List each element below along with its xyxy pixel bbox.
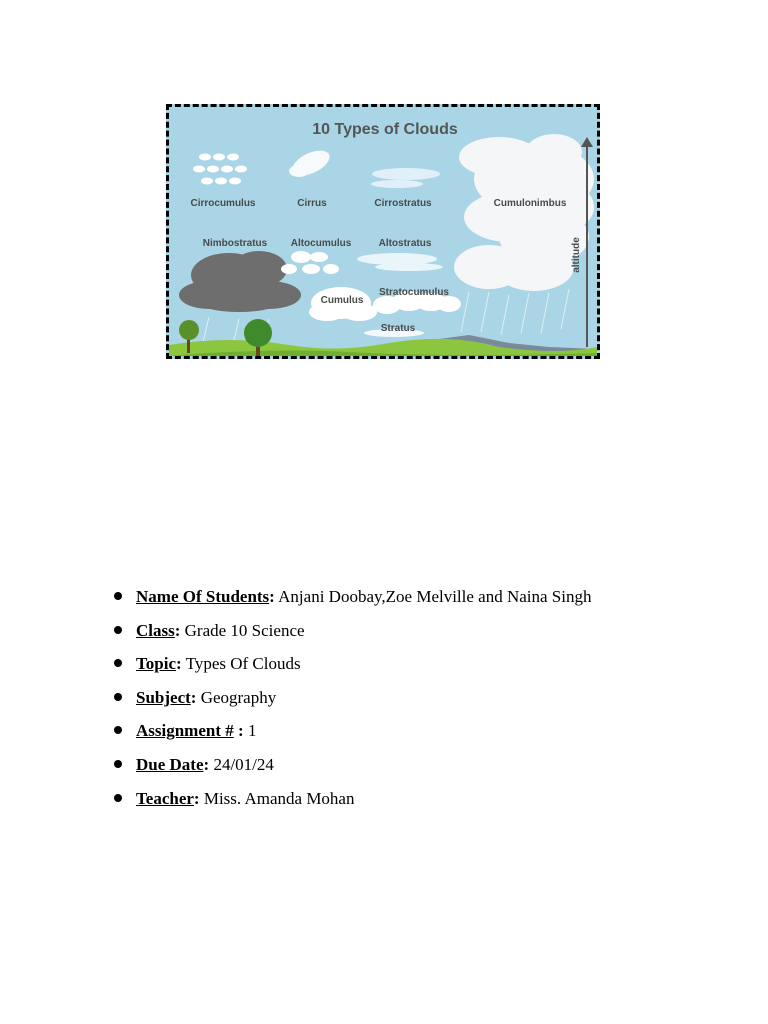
detail-colon: : <box>269 587 275 606</box>
infographic-title: 10 Types of Clouds <box>312 121 458 138</box>
detail-colon: : <box>233 721 244 741</box>
detail-value: Anjani Doobay,Zoe Melville and Naina Singh <box>274 587 592 606</box>
detail-key: Assignment # <box>136 721 234 741</box>
detail-value: Miss. Amanda Mohan <box>199 788 355 808</box>
label-altocumulus: Altocumulus <box>290 238 352 249</box>
label-nimbostratus: Nimbostratus <box>202 238 268 249</box>
detail-value: Grade 10 Science <box>180 620 305 640</box>
label-cirrocumulus: Cirrocumulus <box>190 198 256 209</box>
clouds-infographic <box>166 104 600 359</box>
detail-value: Geography <box>196 687 277 707</box>
detail-colon: : <box>176 654 182 674</box>
detail-teacher <box>112 782 592 816</box>
label-cirrostratus: Cirrostratus <box>374 198 432 209</box>
detail-key: Name Of Students <box>136 587 270 606</box>
detail-students <box>112 580 592 614</box>
label-altostratus: Altostratus <box>378 238 432 249</box>
detail-due-date <box>112 748 592 782</box>
label-cumulonimbus: Cumulonimbus <box>493 198 567 209</box>
detail-key: Class <box>136 620 175 640</box>
detail-key: Subject <box>136 687 191 707</box>
detail-colon: : <box>193 788 200 808</box>
label-stratus: Stratus <box>380 323 416 334</box>
detail-colon: : <box>174 620 181 640</box>
detail-key: Teacher <box>136 788 194 808</box>
detail-subject <box>112 681 592 715</box>
detail-assignment <box>112 714 592 748</box>
label-cumulus: Cumulus <box>320 295 364 306</box>
detail-value: 1 <box>243 721 257 741</box>
detail-class <box>112 614 592 648</box>
label-stratocumulus: Stratocumulus <box>378 287 450 298</box>
detail-colon: : <box>203 754 210 774</box>
clouds-illustration <box>169 107 597 356</box>
detail-value: Types Of Clouds <box>181 654 301 674</box>
detail-colon: : <box>190 687 197 707</box>
assignment-details <box>112 580 592 815</box>
detail-key: Due Date <box>136 754 204 774</box>
label-cirrus: Cirrus <box>297 198 327 209</box>
detail-value: 24/01/24 <box>209 754 274 774</box>
detail-key: Topic <box>136 654 177 674</box>
altitude-label: altitude <box>571 237 582 273</box>
detail-topic <box>112 647 592 681</box>
